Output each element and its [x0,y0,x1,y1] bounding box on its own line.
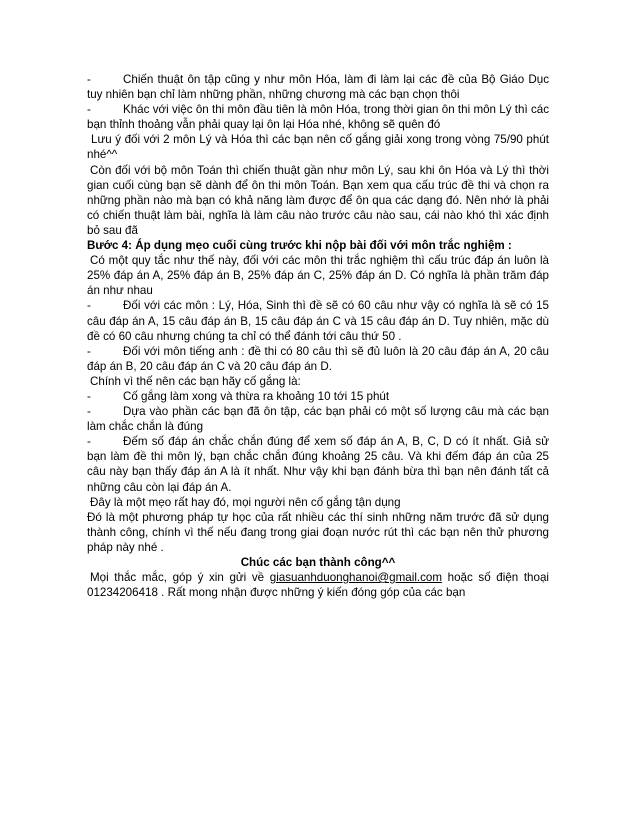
paragraph-method: Đó là một phương pháp tự học của rất nhiều các thí sinh những năm trước đã sử dụng thành công, chính vì thế nếu đang trong giai đoạn nước rút thì các bạn nên thử phương pháp này nhé . [87,510,549,554]
paragraph-text: Cố gắng làm xong và thừa ra khoảng 10 tới 15 phút [123,389,390,403]
paragraph-finish-early [87,389,549,404]
section-heading-step4: Bước 4: Áp dụng mẹo cuối cùng trước khi nộp bài đối với môn trắc nghiệm : [87,239,512,253]
paragraph-60-questions [87,298,549,343]
paragraph-note-time: Lưu ý đối với 2 môn Lý và Hóa thì các bạn nên cố gắng giải xong trong vòng 75/90 phút nhé^^ [87,133,549,162]
bullet-dash: - [87,405,91,419]
paragraph-contact [87,570,549,600]
paragraph-count-answers [87,434,549,494]
paragraph-tip: Đây là một mẹo rất hay đó, mọi người nên cố gắng tận dụng [90,495,401,509]
paragraph-text: Đếm số đáp án chắc chắn đúng để xem số đáp án A, B, C, D có ít nhất. Giả sử bạn làm đề thi môn lý, bạn chắc chắn đúng khoảng 25 câu. Và khi đếm đáp án của 25 câu này bạn thấy đáp án A là ít nhất. Như vậy khi bạn đánh bừa thì bạn nên đánh tất cả những câu còn lại đáp án A. [87,435,549,494]
paragraph-english [87,344,549,374]
paragraph-strategy-ly [87,72,549,102]
email-link[interactable]: giasuanhduonghanoi@gmail.com [269,571,443,585]
paragraph-text: Đối với môn tiếng anh : đề thi có 80 câu thì sẽ đủ luôn là 20 câu đáp án A, 20 câu đáp án B, 20 câu đáp án C và 20 câu đáp án D. [87,344,549,373]
contact-text: Mọi thắc mắc, góp ý xin gửi về [90,571,270,585]
paragraph-therefore: Chính vì thế nên các bạn hãy cố gắng là: [90,374,301,388]
closing-greeting: Chúc các bạn thành công^^ [240,556,396,569]
paragraph-strategy-toan: Còn đối với bộ môn Toán thì chiến thuật gần như môn Lý, sau khi ôn Hóa và Lý thì thời gian cuối cùng bạn sẽ dành để ôn thi môn Toán. Bạn xem qua cấu trúc đề thi và chọn ra những phần nào mà bạn có khả năng làm được để ôn qua các dạng đó. Nên nhớ là phải có chiến thuật làm bài, nghĩa là làm câu nào trước câu nào sau, cái nào khó thì xác định bỏ sau đã [87,163,549,237]
bullet-dash: - [87,73,91,86]
bullet-dash: - [87,103,91,117]
bullet-dash: - [87,389,91,403]
paragraph-text: Chiến thuật ôn tập cũng y như môn Hóa, làm đi làm lại các đề của Bộ Giáo Dục tuy nhiên bạn chỉ làm những phần, những chương mà các bạn chọn thôi [87,73,549,102]
paragraph-text: Dựa vào phần các bạn đã ôn tập, các bạn phải có một số lượng câu mà các bạn làm chắc chắn là đúng [87,405,549,434]
contact-text-end: hoặc số điện thoại 01234206418 . Rất mong nhận được những ý kiến đóng góp của các bạn [87,571,549,600]
paragraph-sure-answers [87,404,549,434]
paragraph-review-hoa [87,102,549,132]
document-page [87,72,549,600]
bullet-dash: - [87,344,91,358]
paragraph-rule: Có một quy tắc như thế này, đối với các môn thi trắc nghiệm thì cấu trúc đáp án luôn là 25% đáp án A, 25% đáp án B, 25% đáp án C, 25% đáp án D. Có nghĩa là phần trăm đáp án như nhau [87,254,549,298]
paragraph-text: Khác với việc ôn thi môn đầu tiên là môn Hóa, trong thời gian ôn thi môn Lý thì các bạn thỉnh thoảng vẫn phải quay lại ôn lại Hóa nhé, không sẽ quên đó [87,103,549,132]
bullet-dash: - [87,299,91,313]
paragraph-text: Đối với các môn : Lý, Hóa, Sinh thì đề sẽ có 60 câu như vậy có nghĩa là sẽ có 15 câu đáp án A, 15 câu đáp án B, 15 câu đáp án C và 15 câu đáp án D. Tuy nhiên, mặc dù đề có 60 câu nhưng chúng ta chỉ có thể đánh tới câu thứ 50 . [87,299,549,343]
bullet-dash: - [87,435,91,449]
